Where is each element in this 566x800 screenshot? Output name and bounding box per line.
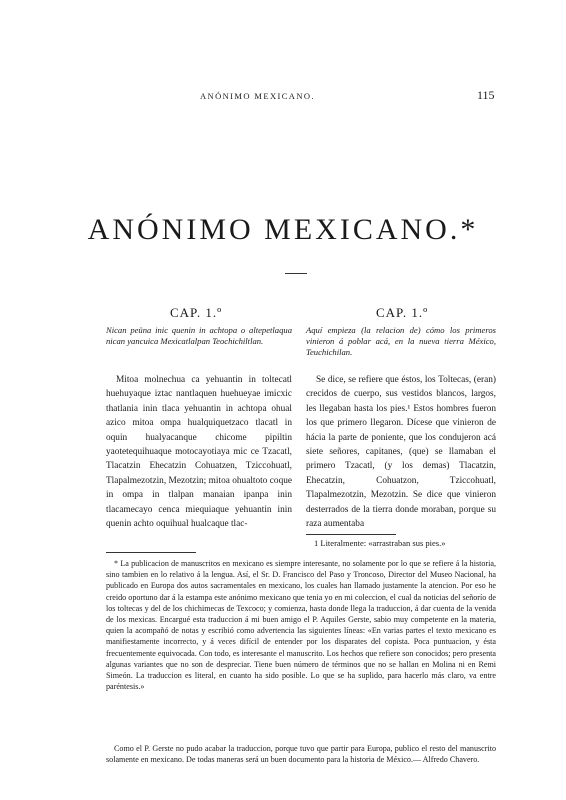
- running-head: ANÓNIMO MEXICANO.: [200, 91, 315, 101]
- chapter-heading-spanish: CAP. 1.º: [376, 305, 429, 320]
- subheading-spanish: Aquí empieza (la relacion de) cómo los primeros vinieron á poblar acá, en la nueva tierra México, Teuchichilan.: [306, 325, 496, 357]
- subheading-nahuatl: Nican peüna inic quenin in achtopa o altepetlaqua nican yancuica Mexicatlalpan Teochichiltlan.: [106, 325, 292, 346]
- body-text-spanish: Se dice, se refiere que éstos, los Toltecas, (eran) crecidos de cuerpo, sus vestidos blancos, largos, les llegaban hasta los pies.¹ Estos hombres fueron los que primero llegaron. Dícese que vinieron de hácia la parte de poniente, que los condujeron acá siete señores, capitanes, (que) se llamaban el primero Tzacatl, (y los demas) Tlacatzin, Ehecatzin, Cohuatzon, Tziccohuatl, Tlapalmezotzin, Mezotzin. Se dice que vinieron desterrados de la tierra donde moraban, porque su raza aumentaba: [306, 375, 496, 530]
- title-divider: [285, 273, 307, 274]
- page-number: 115: [477, 88, 495, 102]
- body-text-nahuatl: Mitoa molnechua ca yehuantin in toltecatl huehuyaque iztac nantlaquen huehueyae imicxic thatlania inin tlaca yehuantin in achtopa ohual azico mitoa ompa hualquiquetzaco tlacatl in oquin hualyacanque chicome pipiltin yaotetequihuaque motocayotiaya mic ce Tzacatl, Tlacatzin Ehecatzin Cohuatzen, Tziccohuatl, Tlapalmezotzin, Mezotzin; mitoa ohualtoto coque in ompa in tlalpan manaian ipanpa inin tlacamecayo cenca miequiaque yehuantin inin quenin achto oquihual hualcaque tlac-: [106, 375, 292, 530]
- page-title: ANÓNIMO MEXICANO.*: [87, 213, 479, 246]
- secondary-footnote: Como el P. Gerste no pudo acabar la traduccion, porque tuvo que partir para Europa, publico el resto del manuscrito solamente en mexicano. De todas maneras será un buen documento para la historia de México.— Alfredo Chavero.: [106, 744, 496, 765]
- chapter-heading-nahuatl: CAP. 1.º: [170, 305, 223, 320]
- column-footnote: 1 Literalmente: «arrastraban sus pies.»: [314, 538, 446, 548]
- main-footnote: * La publicacion de manuscritos en mexicano es siempre interesante, no solamente por lo que se refiere á la historia, sino tambien en lo relativo á la lengua. Así, el Sr. D. Francisco del Paso y Troncoso, Director del Museo Nacional, ha publicado en Europa dos autos sacramentales en mexicano, los cuales han llamado justamente la atencion. Por eso he creido oportuno dar á la estampa este anónimo mexicano que tenia yo en mi coleccion, el cual da noticias del señorío de los toltecas y del de los chichimecas de Texcoco; y comienza, hasta donde llega la traduccion, á dar cuenta de la venida de los mexicas. Encargué esta traduccion á mi buen amigo el P. Aquiles Gerste, sabio muy competente en la materia, quien la acompañó de notas y escribió como advertencia las siguientes líneas: «En varias partes el texto mexicano es manifiestamente incorrecto, y á veces difícil de entender por los disparates del copista. Poca puntuacion, y ésta frecuentemente equivocada. Con todo, es interesante el manuscrito. Los hechos que refiere son conocidos; pero presenta algunas variantes que no son de despreciar. Tiene buen número de términos que no se hallan en Molina ni en Remi Simeón. La traduccion es literal, en cuanto ha sido posible. Lo que se ha suplido, para hacerlo más claro, va entre paréntesis.»: [106, 559, 496, 692]
- footnote-divider: [106, 552, 196, 553]
- column-footnote-divider: [306, 534, 396, 535]
